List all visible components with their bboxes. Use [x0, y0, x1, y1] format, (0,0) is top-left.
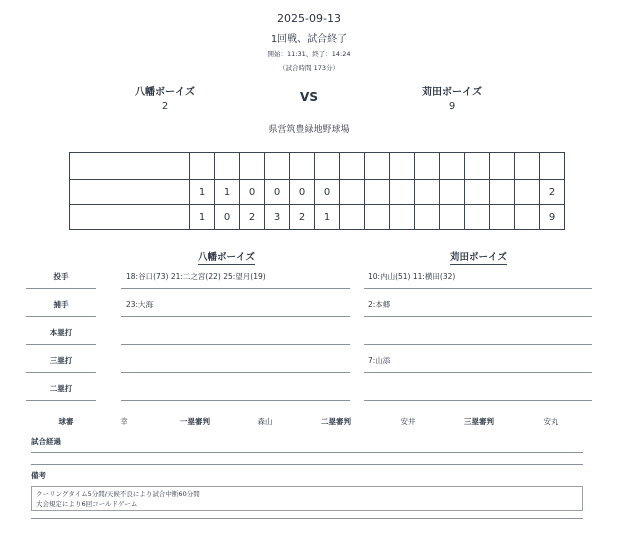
inning-cell: 1 [215, 180, 240, 205]
first-base-umpire-name: 森山 [257, 417, 273, 426]
third-base-umpire-name: 安丸 [543, 417, 559, 426]
row-divider [26, 288, 96, 289]
inning-cell: 0 [215, 205, 240, 230]
row-divider [364, 344, 592, 345]
triple-label: 三塁打 [49, 356, 73, 365]
total-header-cell [540, 153, 565, 180]
inning-header-cell [415, 153, 440, 180]
row-divider [26, 316, 96, 317]
third-base-umpire-label: 三塁審判 [464, 417, 494, 426]
game-duration: （試合時間 173分） [279, 64, 339, 72]
inning-cell [465, 180, 490, 205]
inning-cell: 1 [315, 205, 340, 230]
game-progress-title: 試合経過 [31, 437, 61, 446]
inning-cell: 0 [290, 180, 315, 205]
notes-box [31, 486, 583, 511]
inning-cell: 0 [240, 180, 265, 205]
row-divider [364, 372, 592, 373]
inning-cell [365, 180, 390, 205]
inning-header-cell [240, 153, 265, 180]
row-divider [364, 400, 592, 401]
inning-cell [415, 180, 440, 205]
inning-cell [415, 205, 440, 230]
inning-header-cell [515, 153, 540, 180]
away-catcher: 2:本郷 [368, 300, 391, 309]
scoreboard-home-row [70, 180, 565, 205]
inning-cell [440, 180, 465, 205]
inning-cell: 1 [190, 180, 215, 205]
total-cell: 9 [540, 205, 565, 230]
inning-header-cell [215, 153, 240, 180]
venue-name: 県営筑豊緑地野球場 [268, 125, 350, 135]
inning-header-cell [365, 153, 390, 180]
away-pitchers: 10:内山(51) 11:横田(32) [368, 272, 456, 281]
inning-cell [515, 205, 540, 230]
inning-cell [390, 180, 415, 205]
notes-line: クーリングタイム5分間/天候不良により試合中断60分間 [36, 490, 200, 498]
row-divider [121, 400, 350, 401]
section-divider [31, 452, 583, 453]
home-catcher: 23:大海 [126, 300, 154, 309]
home-pitchers: 18:谷口(73) 21:二之宮(22) 25:望月(19) [126, 272, 266, 281]
plate-umpire-name: 幸 [120, 417, 128, 426]
inning-cell: 2 [240, 205, 265, 230]
row-divider [121, 372, 350, 373]
inning-cell: 0 [315, 180, 340, 205]
scoreboard-away-row [70, 205, 565, 230]
row-divider [121, 344, 350, 345]
inning-header-cell [265, 153, 290, 180]
first-base-umpire-label: 一塁審判 [180, 417, 210, 426]
notes-title: 備考 [31, 471, 46, 480]
inning-cell: 1 [190, 205, 215, 230]
away-team-score: 9 [448, 101, 456, 112]
inning-cell [490, 205, 515, 230]
inning-header-cell [465, 153, 490, 180]
inning-cell [465, 205, 490, 230]
section-divider [31, 464, 583, 465]
row-divider [26, 372, 96, 373]
home-team-score: 2 [161, 101, 169, 112]
inning-cell [440, 205, 465, 230]
plate-umpire-label: 球審 [58, 417, 74, 426]
inning-header-cell [340, 153, 365, 180]
scoreboard-header-row [70, 153, 565, 180]
scoreboard-team-cell [70, 153, 190, 180]
inning-header-cell [190, 153, 215, 180]
game-times: 開始：11:31、終了：14:24 [267, 50, 351, 58]
row-divider [364, 316, 592, 317]
notes-line: 大会規定により6回コールドゲーム [36, 500, 138, 508]
section-divider [31, 518, 583, 519]
scoreboard-team-cell [70, 205, 190, 230]
game-status: 1回戦、試合終了 [270, 34, 348, 45]
double-label: 二塁打 [49, 384, 73, 393]
second-base-umpire-label: 二塁審判 [321, 417, 351, 426]
pitcher-label: 投手 [53, 272, 69, 281]
vs-label: VS [300, 90, 318, 104]
away-triples: 7:山添 [368, 356, 391, 365]
inning-cell [340, 180, 365, 205]
row-divider [26, 400, 96, 401]
inning-cell [515, 180, 540, 205]
row-divider [364, 288, 592, 289]
inning-cell: 2 [290, 205, 315, 230]
second-base-umpire-name: 安井 [400, 417, 416, 426]
inning-header-cell [315, 153, 340, 180]
inning-cell [340, 205, 365, 230]
total-cell: 2 [540, 180, 565, 205]
inning-cell: 3 [265, 205, 290, 230]
catcher-label: 捕手 [53, 300, 69, 309]
inning-cell: 0 [265, 180, 290, 205]
homerun-label: 本塁打 [49, 328, 73, 337]
home-team-name: 八幡ボーイズ [135, 87, 195, 98]
inning-cell [390, 205, 415, 230]
scoreboard-table [69, 152, 565, 230]
away-team-name: 苅田ボーイズ [422, 87, 482, 98]
away-player-header: 苅田ボーイズ [450, 252, 507, 263]
inning-header-cell [290, 153, 315, 180]
scoreboard-team-cell [70, 180, 190, 205]
inning-header-cell [490, 153, 515, 180]
inning-cell [365, 205, 390, 230]
row-divider [121, 316, 350, 317]
inning-cell [490, 180, 515, 205]
game-date: 2025-09-13 [277, 12, 341, 25]
row-divider [26, 344, 96, 345]
row-divider [121, 288, 350, 289]
inning-header-cell [390, 153, 415, 180]
home-player-header: 八幡ボーイズ [198, 252, 255, 263]
inning-header-cell [440, 153, 465, 180]
